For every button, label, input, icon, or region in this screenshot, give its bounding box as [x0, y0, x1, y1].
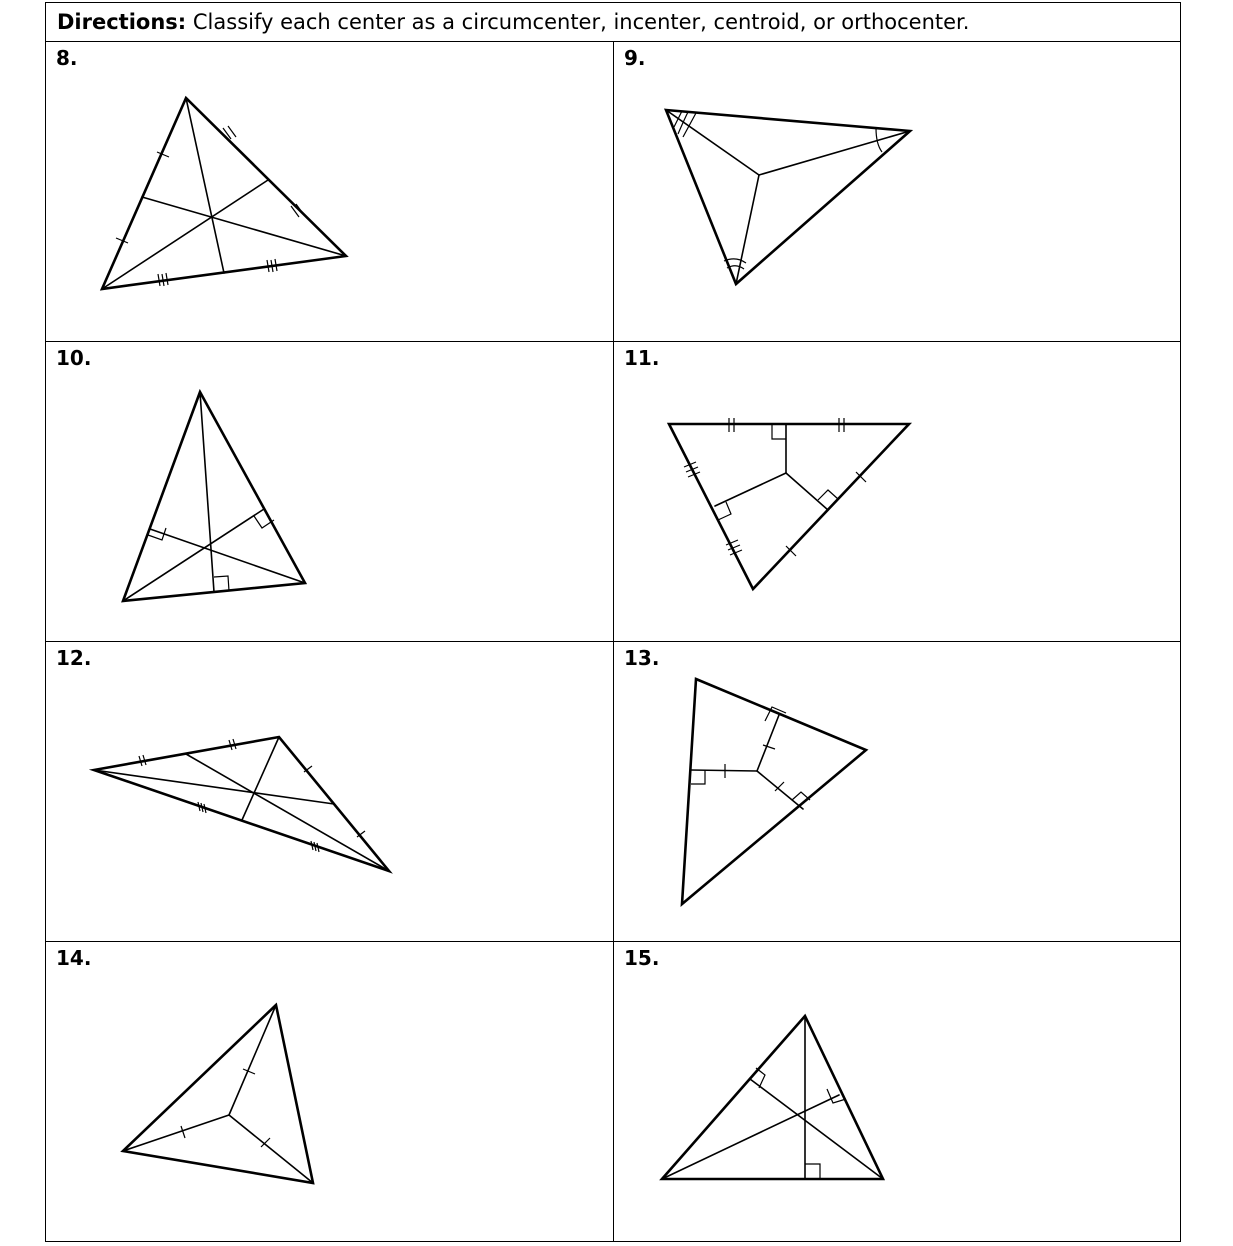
angle-bisector [229, 1005, 276, 1115]
problem-15-triangle-figure [614, 942, 1181, 1242]
inradius-segment [757, 771, 803, 809]
problem-11-cell [613, 342, 1180, 642]
right-angle-marks [691, 707, 810, 800]
problem-14-triangle-figure [46, 942, 613, 1242]
problem-number: 11. [624, 346, 660, 370]
median-line [94, 770, 334, 804]
problem-number: 13. [624, 646, 660, 670]
problem-number: 10. [56, 346, 92, 370]
triangle-outline [669, 424, 909, 589]
tick-marks [181, 1069, 270, 1147]
angle-arcs [674, 111, 882, 269]
right-angle-marks [718, 425, 838, 520]
problem-number: 15. [624, 946, 660, 970]
problem-number: 12. [56, 646, 92, 670]
triangle-outline [102, 98, 346, 289]
problem-15-cell [613, 942, 1180, 1242]
directions-label: Directions: [57, 10, 187, 34]
angle-bisector [759, 131, 910, 175]
altitude-line [123, 509, 264, 601]
angle-bisector [123, 1115, 229, 1151]
problem-13-cell [613, 642, 1180, 942]
problem-number: 9. [624, 46, 646, 70]
problem-8-triangle-figure [46, 42, 613, 342]
altitude-line [200, 392, 214, 592]
problem-8-cell [46, 42, 613, 342]
directions-bar [46, 3, 1180, 42]
problem-10-triangle-figure [46, 342, 613, 642]
problem-9-cell [613, 42, 1180, 342]
triangle-outline [123, 392, 305, 601]
problem-10-cell [46, 342, 613, 642]
problem-9-triangle-figure [614, 42, 1181, 342]
triangle-outline [682, 679, 866, 904]
triangle-outline [123, 1005, 313, 1183]
altitude-line [150, 529, 305, 583]
directions-text: Classify each center as a circumcenter, incenter, centroid, or orthocenter. [192, 10, 970, 34]
inradius-segment [691, 770, 757, 771]
problem-12-triangle-figure [46, 642, 613, 942]
problem-number: 14. [56, 946, 92, 970]
problem-13-triangle-figure [614, 642, 1181, 942]
worksheet [45, 2, 1181, 1242]
perpendicular-bisector [715, 473, 786, 506]
problem-11-triangle-figure [614, 342, 1181, 642]
right-angle-marks [756, 1068, 846, 1179]
tick-marks [725, 745, 784, 791]
triangle-outline [94, 737, 389, 871]
problem-number: 8. [56, 46, 78, 70]
problem-12-cell [46, 642, 613, 942]
problem-14-cell [46, 942, 613, 1242]
inradius-segment [757, 715, 779, 771]
altitude-line [662, 1095, 839, 1179]
median-line [186, 98, 224, 273]
perpendicular-bisector [786, 473, 828, 510]
median-line [242, 737, 279, 820]
